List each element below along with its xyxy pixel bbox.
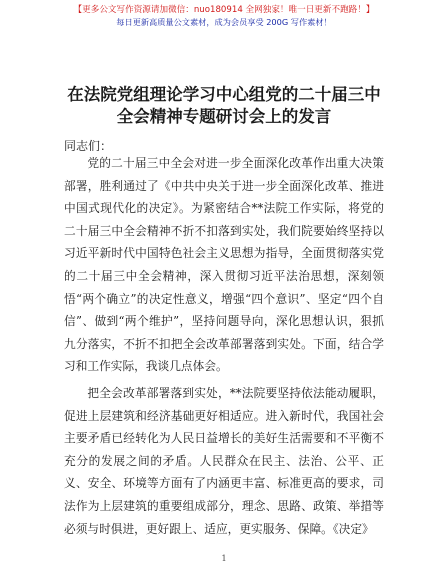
promo-banner-line-2: 每日更新高质量公文素材，成为会员享受 200G 写作素材！ — [116, 17, 332, 27]
document-body — [64, 152, 384, 540]
paragraph-1: 党的二十届三中全会对进一步全面深化改革作出重大决策部署，胜利通过了《中共中央关于进一步全面深化改革、推进中国式现代化的决定》。为紧密结合**法院工作实际，将党的二十届三中全会精神不折不扣落到实处，我们院要始终坚持以习近平新时代中国特色社会主义思想为指导，全面贯彻落实党的二十届三中全会精神，深入贯彻习近平法治思想，深刻领悟“两个确立”的决定性意义，增强“四个意识”、坚定“四个自信”、做到“两个维护”，坚持问题导向，深化思想认识，狠抓九分落实，不折不扣把全会改革部署落到实处。下面，结合学习和工作实际，我谈几点体会。 — [64, 156, 384, 374]
page-number: 1 — [221, 554, 227, 563]
document-title: 在法院党组理论学习中心组党的二十届三中全会精神专题研讨会上的发言 — [67, 85, 381, 126]
promo-banner-line-1: 【更多公文写作资源请加微信：nuo180914 全网独家！唯一日更新不跑路！】 — [73, 5, 375, 15]
promo-banner — [0, 4, 448, 28]
greeting: 同志们： — [64, 139, 113, 153]
paragraph-2: 把全会改革部署落到实处，**法院要坚持依法能动履职，促进上层建筑和经济基础更好相适应。进入新时代，我国社会主要矛盾已经转化为人民日益增长的美好生活需要和不平衡不充分的发展之间的矛盾。人民群众在民主、法治、公平、正义、安全、环境等方面有了内涵更丰富、标准更高的要求，司法作为上层建筑的重要组成部分，理念、思路、政策、举措等必须与时俱进，更好跟上、适应，更实服务、保障。《决定》 — [64, 385, 384, 536]
